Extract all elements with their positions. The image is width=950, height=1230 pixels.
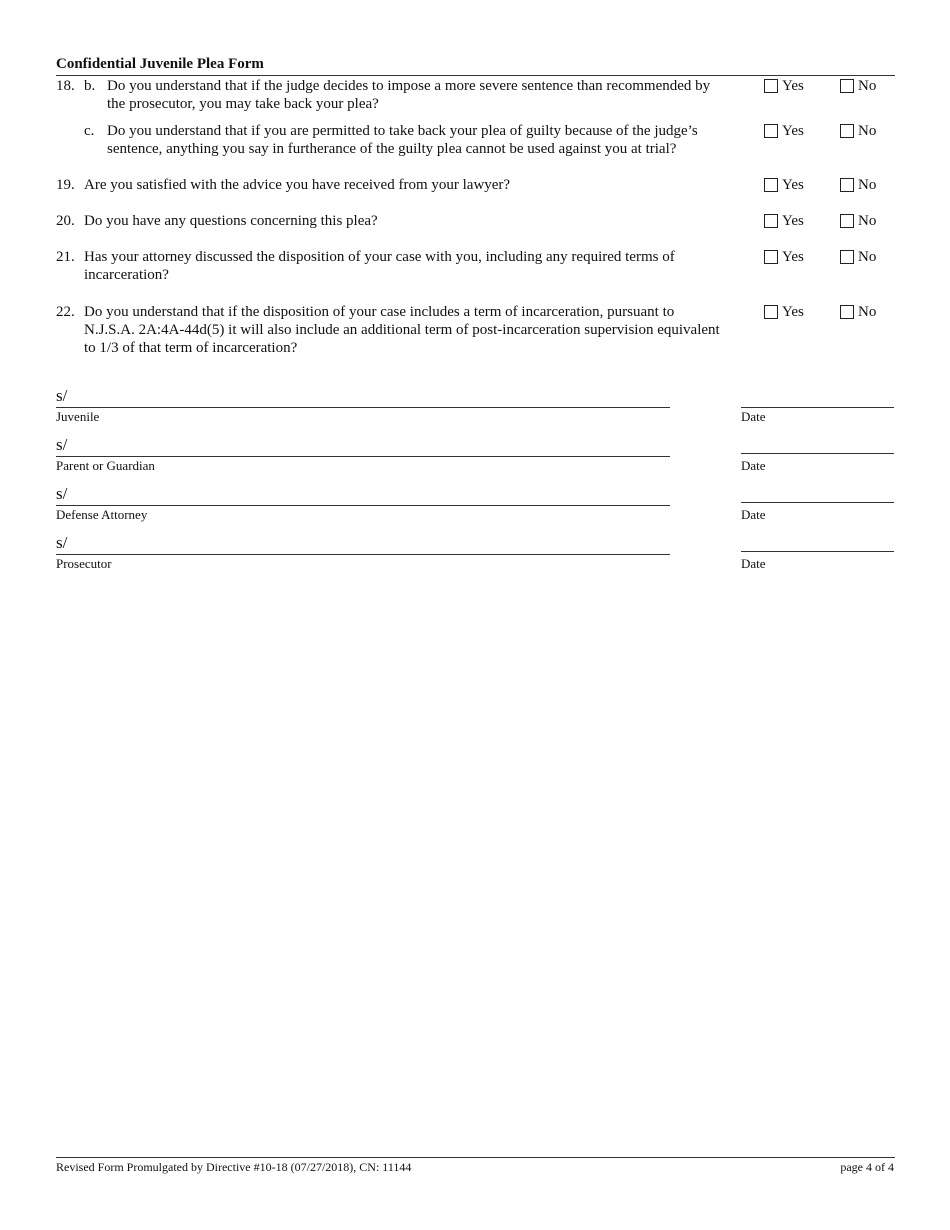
checkbox[interactable]	[764, 250, 778, 264]
q21-yes-option[interactable]: Yes	[764, 248, 804, 266]
question-text-line: incarceration?	[84, 267, 169, 283]
date-line[interactable]	[741, 551, 894, 552]
signature-prefix: s/	[56, 386, 68, 405]
question-text-line: sentence, anything you say in furtherance of the guilty plea cannot be used against you at trial?	[107, 141, 677, 157]
question-text-line: N.J.S.A. 2A:4A-44d(5) it will also include an additional term of post-incarceration supervision equivalent	[84, 322, 720, 338]
signature-prefix: s/	[56, 435, 68, 454]
question-number: 21.	[56, 249, 75, 265]
signature-line[interactable]	[56, 505, 670, 506]
q21-no-option[interactable]: No	[840, 248, 876, 266]
date-label: Date	[741, 409, 766, 424]
signature-label: Prosecutor	[56, 556, 112, 571]
question-number: 22.	[56, 304, 75, 320]
question-text-line: Do you understand that if the judge decides to impose a more severe sentence than recommended by	[107, 78, 711, 94]
signature-prefix: s/	[56, 484, 68, 503]
question-number: 20.	[56, 213, 75, 229]
question-number: 19.	[56, 177, 75, 193]
q22-no-option[interactable]: No	[840, 303, 876, 321]
checkbox[interactable]	[840, 124, 854, 138]
question-text-line: the prosecutor, you may take back your plea?	[107, 96, 379, 112]
date-line[interactable]	[741, 502, 894, 503]
signature-label: Juvenile	[56, 409, 100, 424]
question-number: 18.	[56, 78, 75, 94]
page-number: page 4 of 4	[840, 1160, 894, 1174]
signature-line[interactable]	[56, 456, 670, 457]
q18b-no-option[interactable]: No	[840, 77, 876, 95]
date-label: Date	[741, 507, 766, 522]
date-label: Date	[741, 458, 766, 473]
checkbox[interactable]	[840, 178, 854, 192]
checkbox[interactable]	[764, 214, 778, 228]
q18c-no-option[interactable]: No	[840, 122, 876, 140]
q20-yes-option[interactable]: Yes	[764, 212, 804, 230]
question-text-line: Are you satisfied with the advice you have received from your lawyer?	[84, 177, 511, 193]
checkbox[interactable]	[840, 79, 854, 93]
checkbox[interactable]	[764, 124, 778, 138]
title-divider	[56, 75, 895, 76]
checkbox[interactable]	[840, 214, 854, 228]
footer-divider	[56, 1157, 895, 1158]
signature-label: Parent or Guardian	[56, 458, 155, 473]
question-text-line: Do you understand that if you are permitted to take back your plea of guilty because of the judge’s	[107, 123, 698, 139]
q19-yes-option[interactable]: Yes	[764, 176, 804, 194]
checkbox[interactable]	[764, 178, 778, 192]
question-text-line: Do you have any questions concerning this plea?	[84, 213, 378, 229]
question-text-line: Do you understand that if the disposition of your case includes a term of incarceration, pursuant to	[84, 304, 675, 320]
q22-yes-option[interactable]: Yes	[764, 303, 804, 321]
question-sub-letter: c.	[84, 123, 95, 139]
checkbox[interactable]	[764, 305, 778, 319]
footer-revision-note: Revised Form Promulgated by Directive #10-18 (07/27/2018), CN: 11144	[56, 1160, 412, 1174]
checkbox[interactable]	[840, 250, 854, 264]
date-line[interactable]	[741, 407, 894, 408]
checkbox[interactable]	[840, 305, 854, 319]
question-sub-letter: b.	[84, 78, 96, 94]
checkbox[interactable]	[764, 79, 778, 93]
signature-line[interactable]	[56, 407, 670, 408]
q19-no-option[interactable]: No	[840, 176, 876, 194]
date-line[interactable]	[741, 453, 894, 454]
question-text-line: Has your attorney discussed the disposition of your case with you, including any required terms of	[84, 249, 675, 265]
signature-line[interactable]	[56, 554, 670, 555]
signature-prefix: s/	[56, 533, 68, 552]
q18c-yes-option[interactable]: Yes	[764, 122, 804, 140]
form-title: Confidential Juvenile Plea Form	[56, 56, 264, 72]
question-text-line: to 1/3 of that term of incarceration?	[84, 340, 298, 356]
signature-label: Defense Attorney	[56, 507, 148, 522]
q20-no-option[interactable]: No	[840, 212, 876, 230]
q18b-yes-option[interactable]: Yes	[764, 77, 804, 95]
date-label: Date	[741, 556, 766, 571]
